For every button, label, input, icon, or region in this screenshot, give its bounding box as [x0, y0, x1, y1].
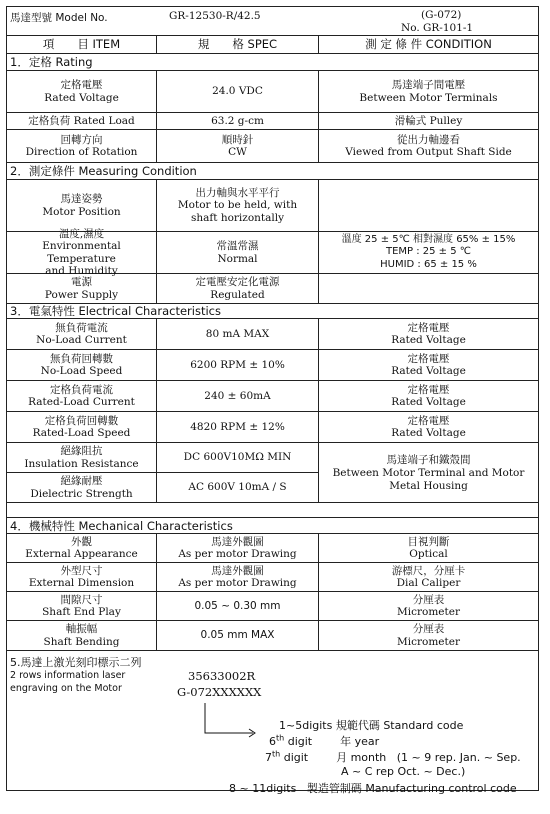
note-year-digit: 6th digit 年 year [269, 733, 380, 748]
mechanical-row [7, 592, 538, 621]
spec-cell: 240 ± 60mA [157, 381, 319, 411]
spec-cell: 出力軸與水平平行 Motor to be held, with shaft horizontally [157, 180, 319, 231]
spec-cell: 0.05 ~ 0.30 mm [157, 592, 319, 620]
condition-cell: 滑輪式 Pulley [394, 114, 463, 127]
condition-cell: 游標尺，分厘卡 Dial Caliper [391, 564, 466, 589]
doc-code: (G-072) [421, 9, 462, 21]
model-label: 馬達型號 Model No. [10, 12, 108, 24]
condition-cell: 從出力軸邊看 Viewed from Output Shaft Side [345, 133, 512, 158]
item-cell: 定格負荷電流 Rated-Load Current [7, 381, 157, 411]
item-cell: 絕緣耐壓 Dielectric Strength [7, 473, 157, 502]
item-cell: 間隙尺寸 Shaft End Play [7, 592, 157, 620]
item-cell: 定格電壓 Rated Voltage [7, 71, 157, 112]
engraving-desc-line2: engraving on the Motor [10, 683, 122, 694]
note-control-code: 8 ~ 11digits 製造管制碼 Manufacturing control code [229, 782, 517, 795]
engraving-section [7, 651, 538, 795]
item-cell: 溫度,濕度 Environmental Temperature and Humidity [7, 232, 157, 273]
item-cell: 電源 Power Supply [7, 274, 157, 303]
condition-cell: 分厘表 Micrometer [397, 593, 460, 618]
note-month-digit: 7th digit 月 month (1 ~ 9 rep. Jan. ~ Sep. [265, 749, 521, 764]
condition-cell: 目視判斷 Optical [407, 535, 450, 560]
electrical-row [7, 319, 538, 350]
spec-cell: 馬達外觀圖 As per motor Drawing [157, 534, 319, 562]
spec-cell: 4820 RPM ± 12% [157, 412, 319, 442]
model-value: GR-12530-R/42.5 [169, 10, 261, 22]
engraving-code-line1: 35633002R [188, 669, 256, 683]
condition-cell: 定格電壓 Rated Voltage [391, 414, 466, 439]
item-cell: 回轉方向 Direction of Rotation [7, 130, 157, 162]
item-cell: 絕緣阻抗 Insulation Resistance [7, 443, 157, 473]
item-cell: 外觀 External Appearance [7, 534, 157, 562]
spec-cell: 63.2 g-cm [157, 113, 319, 129]
mechanical-row [7, 534, 538, 563]
condition-cell [319, 180, 538, 231]
col-condition: 測 定 條 件 CONDITION [365, 37, 492, 52]
condition-cell: 分厘表 Micrometer [397, 623, 460, 648]
condition-cell: 定格電壓 Rated Voltage [391, 321, 466, 346]
spec-sheet [6, 6, 539, 795]
spec-cell: AC 600V 10mA / S [157, 473, 319, 502]
mechanical-row [7, 563, 538, 592]
doc-number: No. GR-101-1 [401, 22, 474, 34]
spec-cell: 6200 RPM ± 10% [157, 350, 319, 380]
condition-cell: 定格電壓 Rated Voltage [391, 352, 466, 377]
item-cell: 軸振幅 Shaft Bending [7, 621, 157, 650]
col-spec: 規 格 SPEC [157, 36, 319, 53]
condition-cell: 溫度 25 ± 5℃ 相對濕度 65% ± 15% TEMP : 25 ± 5 ℃ HUMID : 65 ± 15 % [341, 233, 516, 270]
spec-cell: 80 mA MAX [157, 319, 319, 349]
section-electrical: 3．電氣特性 Electrical Characteristics [7, 304, 538, 319]
insulation-condition-cell: 馬達端子和鐵殼間 Between Motor Terminal and Motor Metal Housing [332, 453, 525, 492]
col-item: 項 目 ITEM [7, 36, 157, 53]
electrical-row [7, 381, 538, 412]
measuring-row [7, 274, 538, 304]
electrical-row [7, 350, 538, 381]
rating-row [7, 71, 538, 113]
spec-cell: 定電壓安定化電源 Regulated [157, 274, 319, 303]
arrow-pointer-icon [197, 701, 277, 741]
condition-cell: 馬達端子間電壓 Between Motor Terminals [359, 79, 498, 104]
condition-cell: 定格電壓 Rated Voltage [391, 383, 466, 408]
item-cell: 定格負荷 Rated Load [7, 113, 157, 129]
note-month-oct-dec: A ~ C rep Oct. ~ Dec.) [341, 765, 466, 778]
engraving-code-line2: G-072XXXXXX [177, 685, 262, 699]
item-cell: 無負荷回轉數 No-Load Speed [7, 350, 157, 380]
header-row [7, 7, 538, 36]
condition-cell [319, 274, 538, 303]
spacer-row [7, 503, 538, 518]
section-measuring: 2．測定條件 Measuring Condition [7, 163, 538, 180]
section-engraving-title: 5.馬達上激光刻印標示二列 [10, 656, 142, 669]
spec-cell: 馬達外觀圖 As per motor Drawing [157, 563, 319, 591]
item-cell: 外型尺寸 External Dimension [7, 563, 157, 591]
section-mechanical: 4．機械特性 Mechanical Characteristics [7, 518, 538, 534]
electrical-row [7, 412, 538, 443]
rating-row [7, 130, 538, 163]
item-cell: 無負荷電流 No-Load Current [7, 319, 157, 349]
spec-cell: DC 600V10MΩ MIN [157, 443, 319, 473]
engraving-desc-line1: 2 rows information laser [10, 670, 126, 681]
column-header-row [7, 36, 538, 54]
spec-cell: 順時針 CW [157, 130, 319, 162]
section-rating: 1．定格 Rating [7, 54, 538, 71]
item-cell: 定格負荷回轉數 Rated-Load Speed [7, 412, 157, 442]
measuring-row [7, 227, 538, 277]
note-standard-code: 1~5digits 規範代碼 Standard code [279, 719, 464, 732]
rating-row [7, 113, 538, 130]
spec-cell: 0.05 mm MAX [157, 621, 319, 650]
item-cell: 馬達姿勢 Motor Position [7, 180, 157, 231]
mechanical-row [7, 621, 538, 651]
measuring-row [7, 180, 538, 232]
spec-cell: 24.0 VDC [157, 71, 319, 112]
spec-cell: 常溫常濕 Normal [157, 232, 319, 273]
